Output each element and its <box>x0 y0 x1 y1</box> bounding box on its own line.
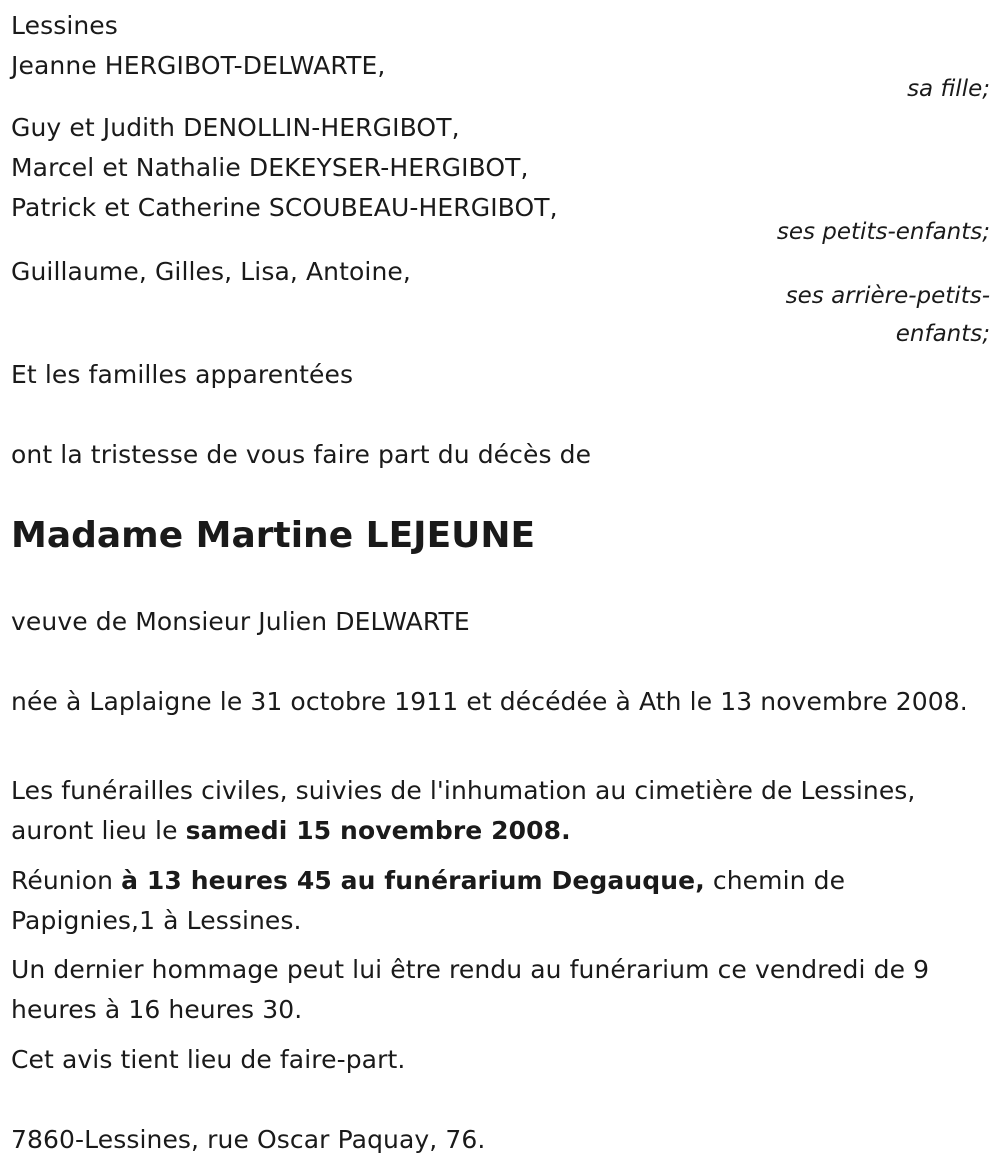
great-grandchildren-role-line1: ses arrière-petits- <box>785 283 990 309</box>
grandchild-1: Guy et Judith DENOLLIN-HERGIBOT, <box>11 113 460 142</box>
notice-line: Cet avis tient lieu de faire-part. <box>11 1045 406 1074</box>
city-heading: Lessines <box>11 11 118 40</box>
meeting-time-place: à 13 heures 45 au funérarium Degauque, <box>121 866 705 895</box>
funeral-date: samedi 15 novembre 2008. <box>185 816 571 845</box>
grandchild-2: Marcel et Nathalie DEKEYSER-HERGIBOT, <box>11 153 529 182</box>
grandchildren-role: ses petits-enfants; <box>776 219 990 245</box>
relatives-line: Et les familles apparentées <box>11 360 354 389</box>
meeting-address: chemin de Papignies,1 à Lessines. <box>11 866 846 935</box>
deceased-name: Madame Martine LEJEUNE <box>11 515 536 556</box>
announcement-intro: ont la tristesse de vous faire part du décès de <box>11 440 592 469</box>
birth-death-dates: née à Laplaigne le 31 octobre 1911 et décédée à Ath le 13 novembre 2008. <box>11 687 968 716</box>
funeral-text: Les funérailles civiles, suivies de l'inhumation au cimetière de Lessines, auront lieu le <box>11 776 916 845</box>
meeting-info <box>11 861 996 941</box>
widow-of: veuve de Monsieur Julien DELWARTE <box>11 607 470 636</box>
daughter-name: Jeanne HERGIBOT-DELWARTE, <box>11 51 386 80</box>
family-address: 7860-Lessines, rue Oscar Paquay, 76. <box>11 1125 486 1154</box>
daughter-role: sa fille; <box>907 76 990 102</box>
meeting-prefix: Réunion <box>11 866 122 895</box>
great-grandchildren-names: Guillaume, Gilles, Lisa, Antoine, <box>11 257 411 286</box>
grandchild-3: Patrick et Catherine SCOUBEAU-HERGIBOT, <box>11 193 558 222</box>
funeral-info <box>11 771 996 851</box>
great-grandchildren-role-line2: enfants; <box>895 321 990 347</box>
tribute-info: Un dernier hommage peut lui être rendu au funérarium ce vendredi de 9 heures à 16 heures 30. <box>11 955 930 1024</box>
